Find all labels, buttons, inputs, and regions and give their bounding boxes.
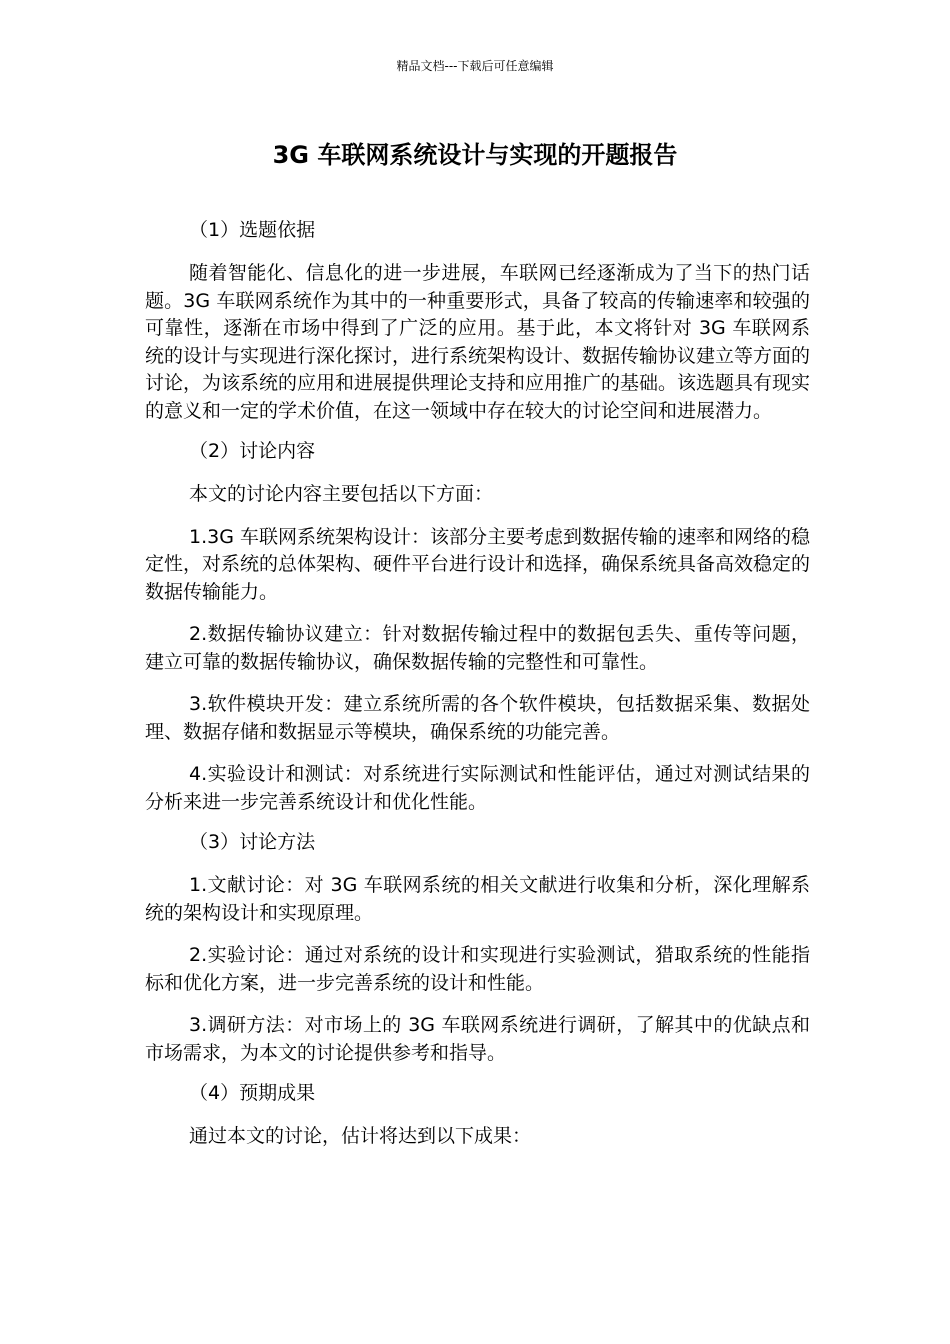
section-heading-basis: （1）选题依据 [189,219,316,241]
paragraph-content-item-3: 3.软件模块开发：建立系统所需的各个软件模块，包括数据采集、数据处理、数据存储和数据显示等模块，确保系统的功能完善。 [145,693,810,743]
paragraph-basis: 随着智能化、信息化的进一步进展，车联网已经逐渐成为了当下的热门话题。3G 车联网系统作为其中的一种重要形式，具备了较高的传输速率和较强的可靠性，逐渐在市场中得到了广泛的应用。基于此，本文将针对 3G 车联网系统的设计与实现进行深化探讨，进行系统架构设计、数据传输协议建立等方面的讨论，为该系统的应用和进展提供理论支持和应用推广的基础。该选题具有现实的意义和一定的学术价值，在这一领域中存在较大的讨论空间和进展潜力。 [145,262,811,422]
paragraph-content-intro: 本文的讨论内容主要包括以下方面： [189,483,494,505]
paragraph-content-item-1: 1.3G 车联网系统架构设计：该部分主要考虑到数据传输的速率和网络的稳定性，对系统的总体架构、硬件平台进行设计和选择，确保系统具备高效稳定的数据传输能力。 [145,525,811,603]
paragraph-method-1: 1.文献讨论：对 3G 车联网系统的相关文献进行收集和分析，深化理解系统的架构设计和实现原理。 [145,874,810,924]
section-heading-outcomes: （4）预期成果 [189,1082,316,1104]
section-heading-methods: （3）讨论方法 [189,831,316,853]
paragraph-outcomes-intro: 通过本文的讨论，估计将达到以下成果： [189,1125,532,1147]
document-body [145,216,810,1166]
section-heading-content: （2）讨论内容 [189,440,316,462]
header-note: 精品文档---下载后可任意编辑 [396,59,554,73]
paragraph-content-item-2: 2.数据传输协议建立：针对数据传输过程中的数据包丢失、重传等问题，建立可靠的数据传输协议，确保数据传输的完整性和可靠性。 [145,623,810,673]
paragraph-content-item-4: 4.实验设计和测试：对系统进行实际测试和性能评估，通过对测试结果的分析来进一步完善系统设计和优化性能。 [145,763,810,813]
paragraph-method-3: 3.调研方法：对市场上的 3G 车联网系统进行调研，了解其中的优缺点和市场需求，为本文的讨论提供参考和指导。 [145,1014,810,1064]
document-title: 3G 车联网系统设计与实现的开题报告 [272,141,678,169]
paragraph-method-2: 2.实验讨论：通过对系统的设计和实现进行实验测试，猎取系统的性能指标和优化方案，进一步完善系统的设计和性能。 [145,944,810,994]
